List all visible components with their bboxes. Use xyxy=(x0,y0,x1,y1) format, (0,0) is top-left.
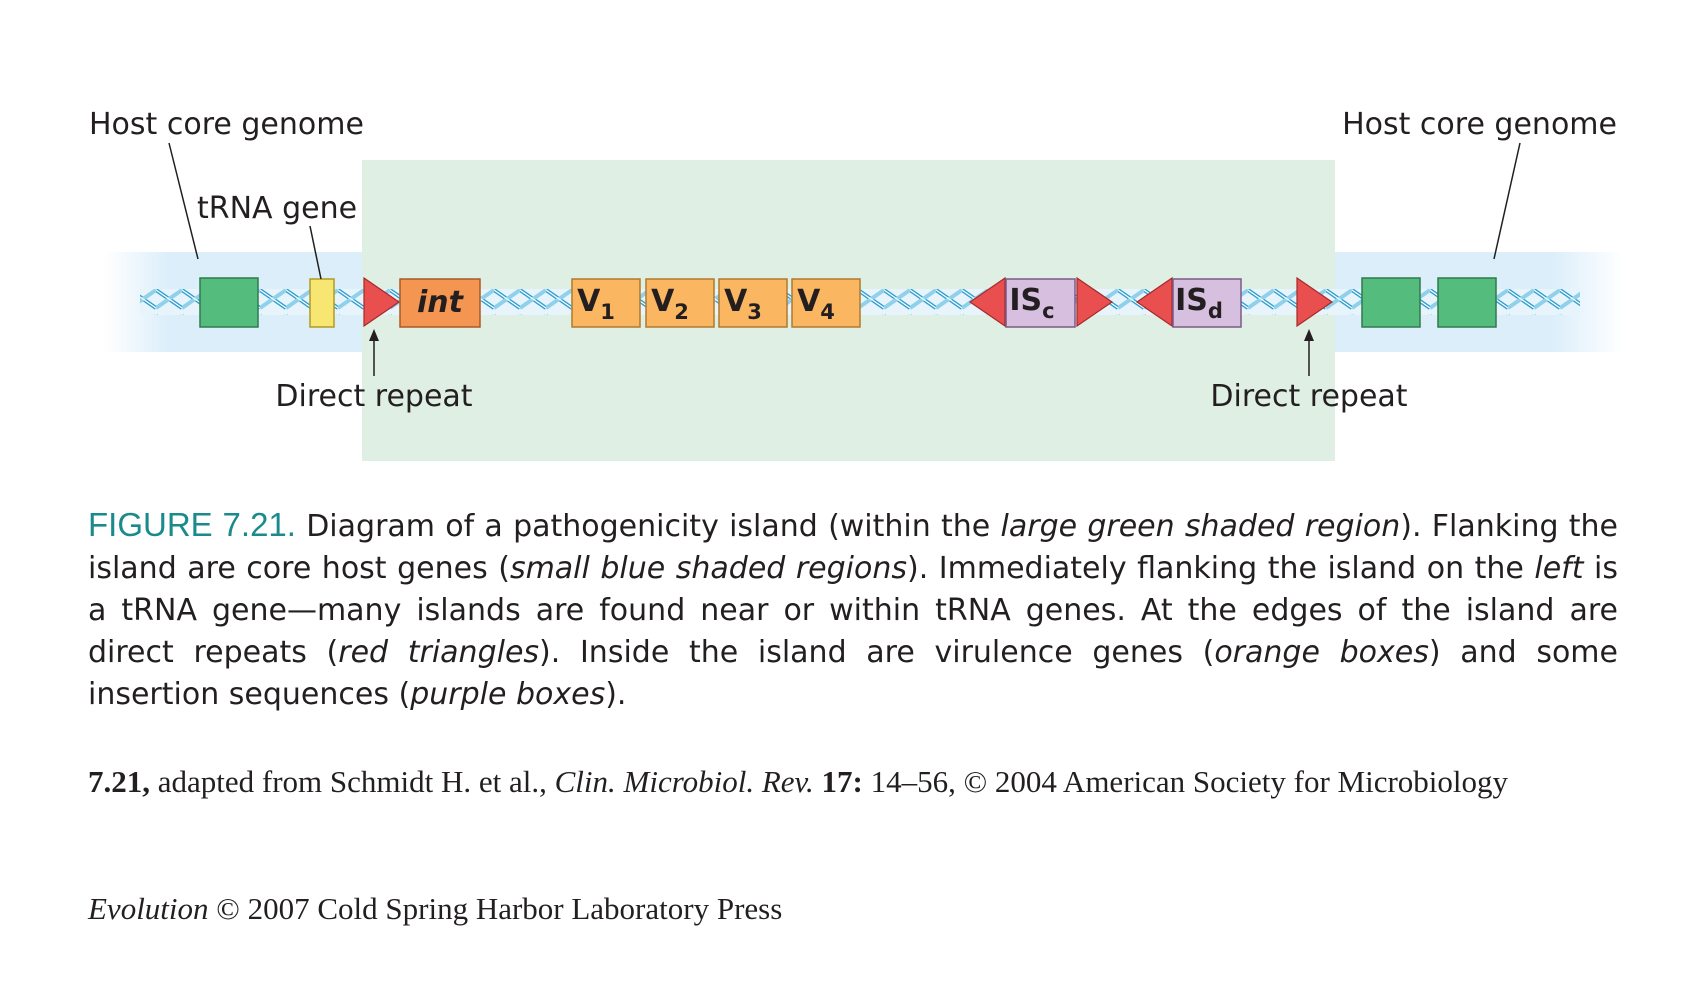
direct-repeat-right-label: Direct repeat xyxy=(1210,379,1408,414)
host-core-right-leader xyxy=(1494,143,1520,259)
host-core-right-label: Host core genome xyxy=(1342,107,1617,142)
figure-number: FIGURE 7.21. xyxy=(88,506,296,543)
isd-label: $IS_d$ xyxy=(1175,283,1223,323)
v4-label: $V_4$ xyxy=(797,284,835,324)
v2-label: $V_2$ xyxy=(651,284,689,324)
host-gene-left xyxy=(200,278,258,327)
host-core-left-label: Host core genome xyxy=(89,107,364,142)
v1-label: $V_1$ xyxy=(577,284,615,324)
host-gene-right-2 xyxy=(1438,278,1496,327)
integrase-label: int xyxy=(417,285,463,320)
figure-credit: 7.21, adapted from Schmidt H. et al., Clin. Microbiol. Rev. 17: 14–56, © 2004 American Society for Microbiology xyxy=(88,764,1509,799)
trna-gene-label: tRNA gene xyxy=(197,191,358,226)
figure-caption: FIGURE 7.21. Diagram of a pathogenicity island (within the large green shaded region). Flanking the island are core host genes (small blue shaded regions). Immediately flanking the island on the left is a tRNA gene—many islands are found near or within tRNA genes. At the edges of the island are direct repeats (red triangles). Inside the island are virulence genes (orange boxes) and some insertion sequences (purple boxes). xyxy=(88,506,1619,712)
direct-repeat-left-label: Direct repeat xyxy=(275,379,473,414)
host-gene-right-1 xyxy=(1362,278,1420,327)
isc-label: $IS_c$ xyxy=(1009,283,1055,323)
host-core-left-leader xyxy=(169,143,198,259)
trna-gene-box xyxy=(310,279,334,327)
book-footer: Evolution © 2007 Cold Spring Harbor Laboratory Press xyxy=(88,891,783,926)
v3-label: $V_3$ xyxy=(724,284,762,324)
